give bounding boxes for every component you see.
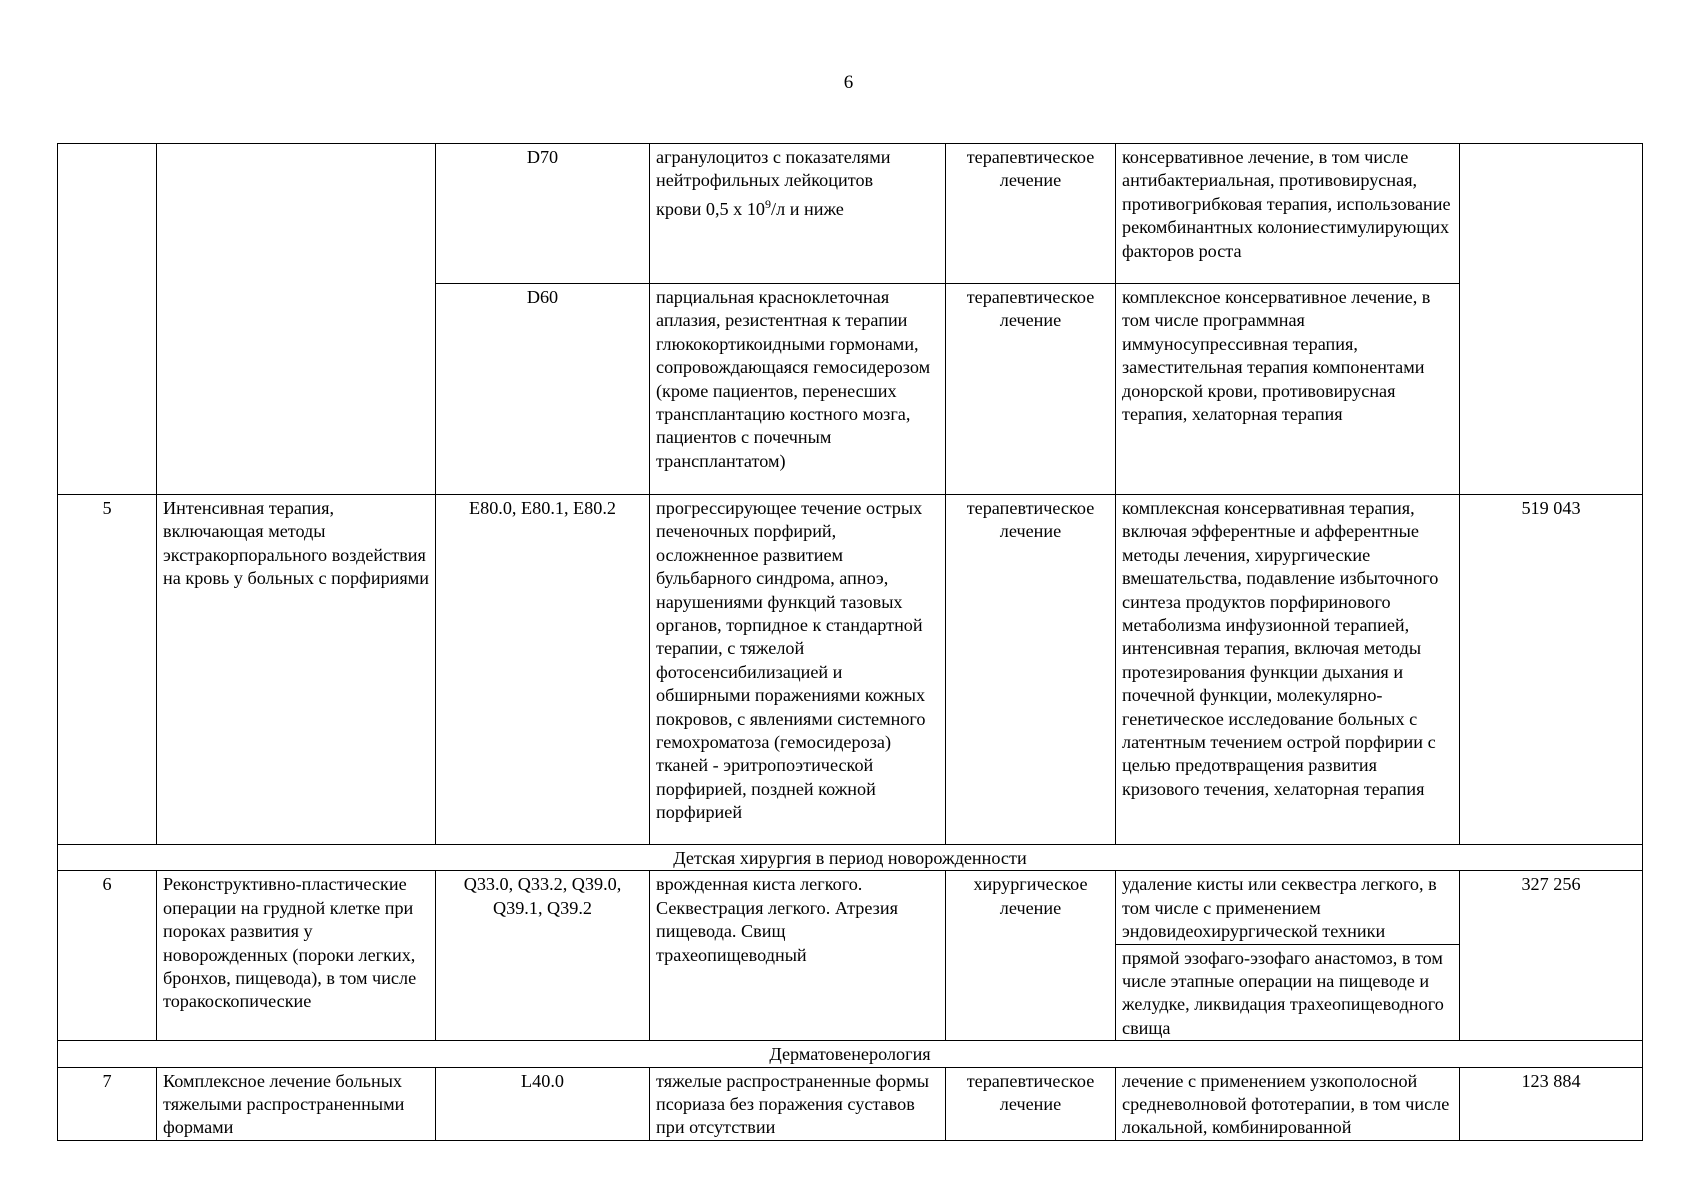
cell-cost: 123 884 — [1460, 1067, 1643, 1140]
cell-patient-model — [650, 144, 946, 284]
table-row-7 — [58, 1067, 1643, 1140]
cell-icd-code: L40.0 — [436, 1067, 650, 1140]
cell-number: 5 — [58, 495, 157, 845]
cell-treatment-method: комплексное консервативное лечение, в том числе программная иммуносупрессивная терапия, заместительная терапия компонентами донорской крови, противовирусная терапия, хелаторная терапия — [1116, 284, 1460, 495]
cell-patient-model: парциальная красноклеточная аплазия, резистентная к терапии глюкокортикоидными гормонами, сопровождающаяся гемосидерозом (кроме пациентов, перенесших трансплантацию костного мозга, пациентов с почечным трансплантатом) — [650, 284, 946, 495]
cell-care-type: Комплексное лечение больных тяжелыми распространенными формами — [157, 1067, 436, 1140]
cell-cost — [1460, 144, 1643, 495]
cell-number: 6 — [58, 871, 157, 1041]
medical-care-table — [57, 143, 1643, 1141]
table-row-d70 — [58, 144, 1643, 284]
cell-treatment-method: прямой эзофаго-эзофаго анастомоз, в том числе этапные операции на пищеводе и желудке, ликвидация трахеопищеводного свища — [1116, 944, 1460, 1041]
section-title: Дерматовенерология — [58, 1041, 1643, 1067]
model-line: крови 0,5 х 10 — [656, 198, 766, 219]
cell-care-type: Интенсивная терапия, включающая методы экстракорпорального воздействия на кровь у больных с порфириями — [157, 495, 436, 845]
cell-patient-model: прогрессирующее течение острых печеночных порфирий, осложненное развитием бульбарного синдрома, апноэ, нарушениями функций тазовых органов, торпидное к стандартной терапии, с тяжелой фотосенсибилизацией и обширными поражениями кожных покровов, с явлениями системного гемохроматоза (гемосидероза) тканей - эритропоэтической порфирией, поздней кожной порфирией — [650, 495, 946, 845]
cell-treatment-method: консервативное лечение, в том числе антибактериальная, противовирусная, противогрибковая терапия, использование рекомбинантных колониестимулирующих факторов роста — [1116, 144, 1460, 284]
section-row-dermatology — [58, 1041, 1643, 1067]
superscript: 9 — [765, 196, 772, 211]
cell-cost: 519 043 — [1460, 495, 1643, 845]
cell-treatment-type: хирургическое лечение — [946, 871, 1116, 1041]
section-title: Детская хирургия в период новорожденности — [58, 845, 1643, 871]
cell-cost: 327 256 — [1460, 871, 1643, 1041]
cell-treatment-type: терапевтическое лечение — [946, 1067, 1116, 1140]
cell-patient-model: тяжелые распространенные формы псориаза без поражения суставов при отсутствии — [650, 1067, 946, 1140]
cell-treatment-type: терапевтическое лечение — [946, 284, 1116, 495]
cell-icd-code: E80.0, E80.1, E80.2 — [436, 495, 650, 845]
cell-patient-model: врожденная киста легкого. Секвестрация легкого. Атрезия пищевода. Свищ трахеопищеводный — [650, 871, 946, 1041]
cell-care-type — [157, 144, 436, 495]
cell-icd-code: D60 — [436, 284, 650, 495]
table-row-5 — [58, 495, 1643, 845]
model-line: /л и ниже — [771, 198, 844, 219]
page-number: 6 — [843, 72, 854, 93]
section-row-surgery — [58, 845, 1643, 871]
cell-treatment-method: удаление кисты или секвестра легкого, в том числе с применением эндовидеохирургической техники — [1116, 871, 1460, 944]
cell-number: 7 — [58, 1067, 157, 1140]
model-line: нейтрофильных лейкоцитов — [656, 170, 874, 191]
cell-treatment-type: терапевтическое лечение — [946, 495, 1116, 845]
cell-treatment-method: комплексная консервативная терапия, включая эфферентные и афферентные методы лечения, хирургические вмешательства, подавление избыточного синтеза продуктов порфиринового метаболизма инфузионной терапией, интенсивная терапия, включая методы протезирования функции дыхания и почечной функции, молекулярно-генетическое исследование больных с латентным течением острой порфирии с целью предотвращения развития кризового течения, хелаторная терапия — [1116, 495, 1460, 845]
cell-treatment-type: терапевтическое лечение — [946, 144, 1116, 284]
cell-icd-code: Q33.0, Q33.2, Q39.0, Q39.1, Q39.2 — [436, 871, 650, 1041]
cell-treatment-method: лечение с применением узкополосной средневолновой фототерапии, в том числе локальной, комбинированной — [1116, 1067, 1460, 1140]
cell-care-type: Реконструктивно-пластические операции на грудной клетке при пороках развития у новорожденных (пороки легких, бронхов, пищевода), в том числе торакоскопические — [157, 871, 436, 1041]
model-line: агранулоцитоз с показателями — [656, 147, 891, 167]
table-row-6 — [58, 871, 1643, 944]
cell-number — [58, 144, 157, 495]
cell-icd-code: D70 — [436, 144, 650, 284]
